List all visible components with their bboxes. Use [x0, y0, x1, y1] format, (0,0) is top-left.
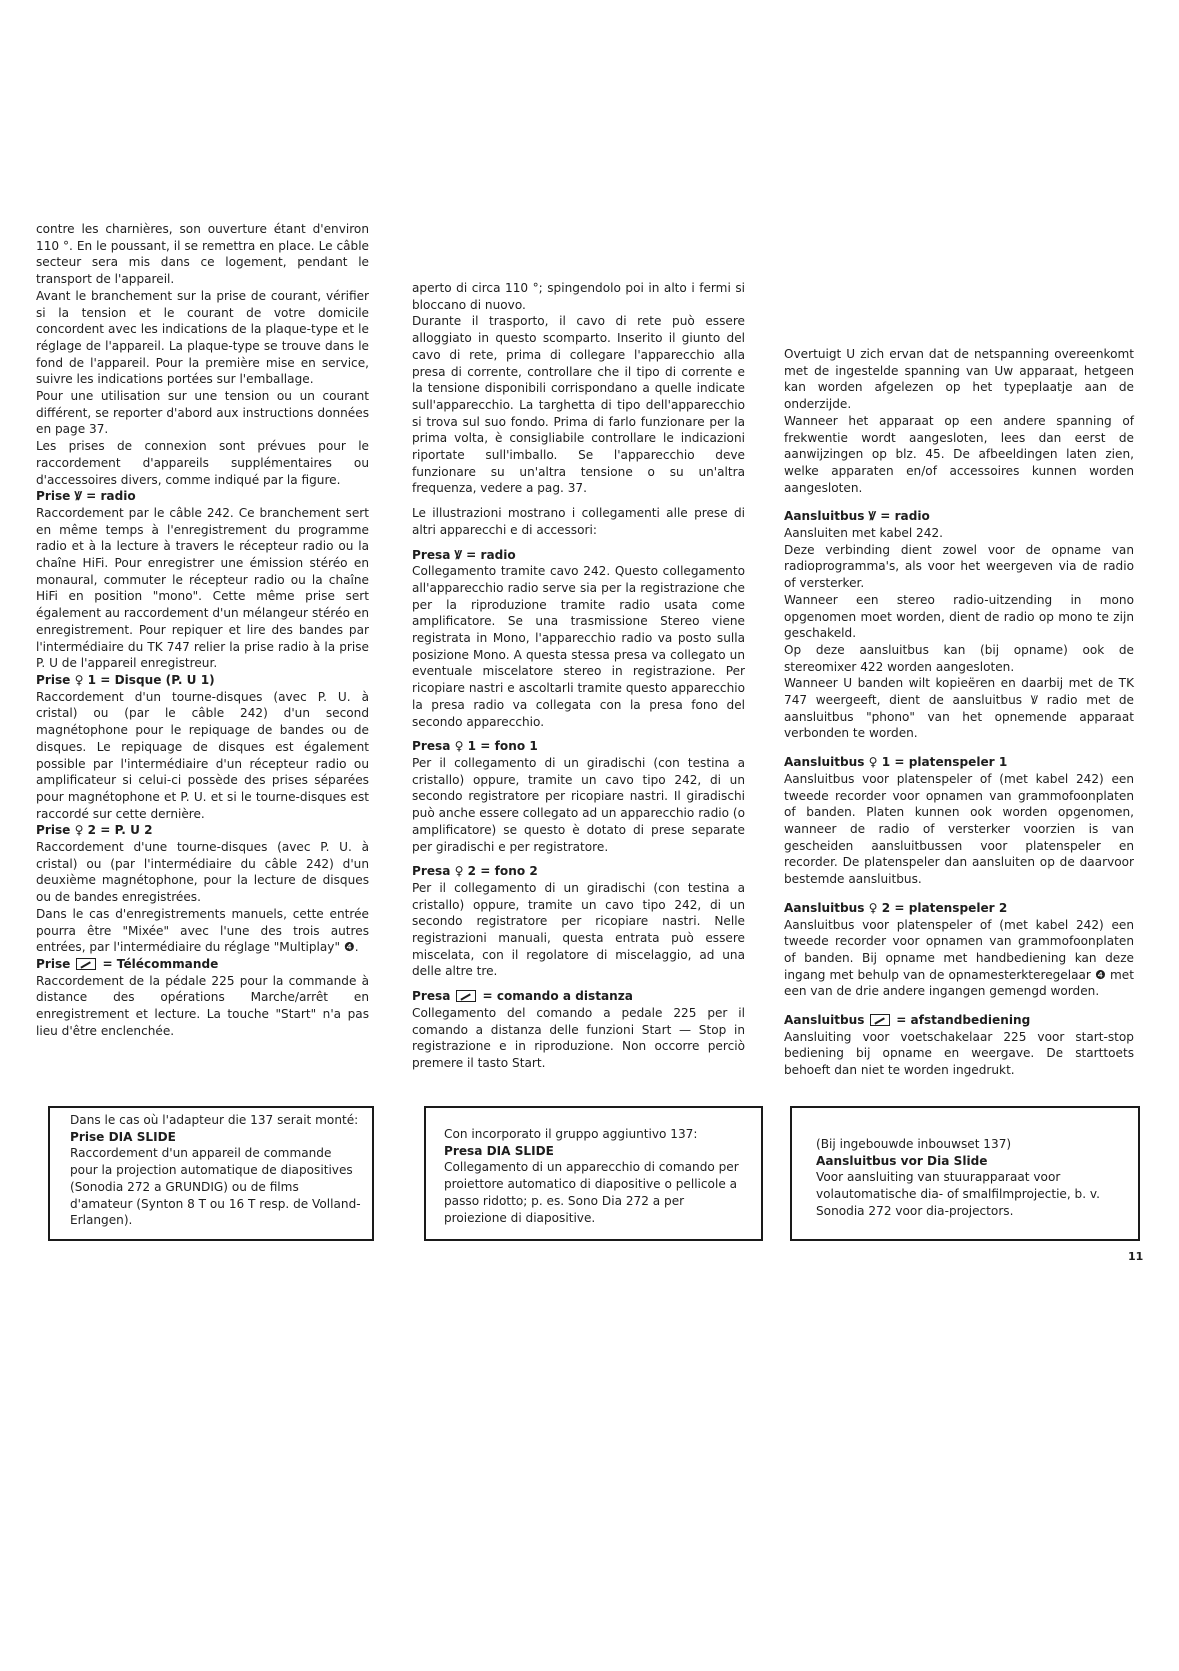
it-box-text: Collegamento di un apparecchio di comando per proiettore automatico di diapositive o pellicole a passo ridotto; p. es. Sono Dia 272 a per proiezione di diapositive.	[444, 1160, 739, 1225]
nl-remote-text: Aansluiting voor voetschakelaar 225 voor start-stop bediening bij opname en weergave. De starttoets behoeft dan niet te worden ingedrukt.	[784, 1029, 1134, 1078]
fr-disc2-text: Raccordement d'une tourne-disques (avec P. U. à cristal) ou (par l'intermédiaire du câble 242) d'un deuxième magnétophone, pour la lecture de disques ou de bandes enregistrées.	[36, 840, 369, 905]
nl-paragraph-1: Overtuigt U zich ervan dat de netspanning overeenkomt met de ingestelde spanning van Uw apparaat, hetgeen kan worden afgelezen op het typeplaatje aan de onderzijde.	[784, 347, 1134, 412]
it-dia-slide-box	[424, 1106, 763, 1241]
fr-radio-heading: Prise Ꝟ = radio	[36, 489, 136, 504]
nl-ps1-heading: Aansluitbus ♀ 1 = platenspeler 1	[784, 755, 1008, 770]
fr-paragraph-4: Les prises de connexion sont prévues pour le raccordement d'appareils supplémentaires ou d'accessoires divers, comme indiqué par la figure.	[36, 439, 369, 487]
nl-radio-text-2: Deze verbinding dient zowel voor de opname van radioprogramma's, als voor het weergeven via de radio of versterker.	[784, 542, 1134, 591]
dutch-column	[784, 346, 1134, 1079]
fr-paragraph-3: Pour une utilisation sur une tension ou un courant différent, se reporter d'abord aux instructions données en page 37.	[36, 389, 369, 437]
page-number: 11	[1128, 1250, 1144, 1263]
fr-disc1-text: Raccordement d'un tourne-disques (avec P. U. à cristal) ou (par le câble 242) d'un second magnétophone pour le repiquage de bandes ou de disques. Le repiquage de disques est également possible par l'intermédiaire d'un récepteur radio ou amplificateur si celui-ci possède des prises séparées pour magnétophone et P. U. et si le tourne-disques est raccordé sur cette dernière.	[36, 689, 369, 821]
fr-disc2-text-2: Dans le cas d'enregistrements manuels, cette entrée pourra être "Mixée" avec l'une des trois autres entrées, par l'intermédiaire du réglage "Multiplay" ❹.	[36, 906, 369, 955]
nl-paragraph-2: Wanneer het apparaat op een andere spanning of frekwentie wordt aangesloten, lees dan eerst de aanwijzingen op blz. 45. De afbeeldingen laten zien, welke apparaten en/of accessoires kunnen worden aangesloten.	[784, 413, 1134, 495]
it-radio-text: Collegamento tramite cavo 242. Questo collegamento all'apparecchio radio serve sia per la registrazione che per la riproduzione tramite radio usata come amplificatore. Se una trasmissione Stereo viene registrata in Mono, l'apparecchio radio va posto sulla posizione Mono. A questa stessa presa va collegato un eventuale miscelatore stereo in registrazione. Per ricopiare nastri e ascoltarli tramite questo apparecchio la presa radio va collegata con la presa fono del secondo apparecchio.	[412, 564, 745, 729]
it-remote-prefix: Presa	[412, 989, 451, 1004]
fr-disc2-heading: Prise ♀ 2 = P. U 2	[36, 823, 153, 838]
it-box-heading: Presa DIA SLIDE	[444, 1143, 554, 1158]
fr-box-text: Raccordement d'un appareil de commande pour la projection automatique de diapositives (Sonodia 272 a GRUNDIG) ou de films d'amateur (Synton 8 T ou 16 T resp. de Volland-Erlangen).	[70, 1146, 361, 1228]
nl-remote-heading: = afstandbediening	[896, 1013, 1031, 1028]
it-fono2-text: Per il collegamento di un giradischi (con testina a cristallo) oppure, tramite un cavo tipo 242, di un secondo registratore per ricopiare nastri. Nelle registrazioni manuali, questa entrata può essere miscelata, con il regolatore di miscelaggio, ad una delle altre tre.	[412, 880, 745, 979]
remote-control-icon	[456, 990, 476, 1002]
nl-box-heading: Aansluitbus vor Dia Slide	[816, 1153, 988, 1168]
italian-column: aperto di circa 110 °; spingendolo poi in alto i fermi si bloccano di nuovo. Durante il trasporto, il cavo di rete può essere alloggiato in questo scomparto. Inserito il giunto del cavo di rete, prima di collegare l'apparecchio alla presa di corrente, controllare che il tipo di corrente e la tensione disponibili corrispondano a quelle indicate sull'apparecchio. La targhetta di tipo dell'apparecchio si trova sul suo fondo. Prima di farlo funzionare per la prima volta, è consigliabile controllare le indicazioni riportate sull'imballo. Se l'apparecchio deve funzionare su un'altra tensione o su un'altra frequenza, vedere a pag. 37. Le illustrazioni mostrano i collegamenti alle prese di altri apparecchi e di accessori: Presa Ꝟ = radio Collegamento tramite cavo 242. Questo collegamento all'apparecchio radio serve sia per la registrazione che per la riproduzione tramite radio usata come amplificatore. Se una trasmissione Stereo viene registrata in Mono, l'apparecchio radio va posto sulla posizione Mono. A questa stessa presa va collegato un eventuale miscelatore stereo in registrazione. Per ricopiare nastri e ascoltarli tramite questo apparecchio la presa radio va collegata con la presa fono del secondo apparecchio. Presa ♀ 1 = fono 1 Per il collegamento di un giradischi (con testina a cristallo) oppure, tramite un cavo tipo 242, di un secondo registratore per ricopiare nastri. Il giradischi può anche essere collegato ad un apparecchio radio (o amplificatore) se questo è dotato di prese separate per giradischi e per registratore. Presa ♀ 2 = fono 2 Per il collegamento di un giradischi (con testina a cristallo) oppure, tramite un cavo tipo 242, di un secondo registratore per ricopiare nastri. Nelle registrazioni manuali, questa entrata può essere miscelata, con il regolatore di miscelaggio, ad una delle altre tre. Presa = comando a distanza Collegamento del comando a pedale 225 per il comando a distanza delle funzioni Start — Stop in registrazione e in riproduzione. Non occorre perciò premere il tasto Start.	[412, 281, 745, 1070]
french-column: contre les charnières, son ouverture étant d'environ 110 °. En le poussant, il se remettra en place. Le câble secteur sera mis dans ce logement, pendant le transport de l'appareil. Avant le branchement sur la prise de courant, vérifier si la tension et le courant de votre domicile concordent avec les indications de la plaque-type et le réglage de l'appareil. La plaque-type se trouve dans le fond de l'appareil. Pour la première mise en service, suivre les indications portées sur l'emballage. Pour une utilisation sur une tension ou un courant différent, se reporter d'abord aux instructions données en page 37. Les prises de connexion sont prévues pour le raccordement d'appareils supplémentaires ou d'accessoires divers, comme indiqué par la figure. Prise Ꝟ = radio Raccordement par le câble 242. Ce branchement sert en même temps à l'enregistrement du programme radio et à la lecture à travers le récepteur radio ou la chaîne HiFi. Pour enregistrer une émission stéréo en monaural, commuter le récepteur radio ou la chaîne HiFi en position "mono". Cette même prise sert également au raccordement d'un mélangeur stéréo en enregistrement. Pour repiquer et lire des bandes par l'intermédiaire du TK 747 relier la prise radio à la prise P. U de l'appareil enregistreur. Prise ♀ 1 = Disque (P. U 1) Raccordement d'un tourne-disques (avec P. U. à cristal) ou (par le câble 242) d'un second magnétophone pour le repiquage de bandes ou de disques. Le repiquage de disques est également possible par l'intermédiaire d'un récepteur radio ou amplificateur si celui-ci possède des prises séparées pour magnétophone et P. U. et si le tourne-disques est raccordé sur cette dernière. Prise ♀ 2 = P. U 2 Raccordement d'une tourne-disques (avec P. U. à cristal) ou (par l'intermédiaire du câble 242) d'un deuxième magnétophone, pour la lecture de disques ou de bandes enregistrées. Dans le cas d'enregistrements manuels, cette entrée pourra être "Mixée" avec l'une des trois autres entrées, par l'intermédiaire du réglage "Multiplay" ❹. Prise = Télécommande Raccordement de la pédale 225 pour la commande à distance des opérations Marche/arrêt en enregistrement et lecture. La touche "Start" n'a pas lieu d'être enclenchée.	[36, 222, 369, 1038]
nl-radio-text-3: Wanneer een stereo radio-uitzending in mono opgenomen moet worden, dient de radio op mono te zijn geschakeld.	[784, 592, 1134, 641]
it-remote-heading: comando a distanza	[496, 989, 633, 1004]
nl-ps1-text: Aansluitbus voor platenspeler of (met kabel 242) een tweede recorder voor opnamen van grammofoonplaten of banden. Platen kunnen ook worden opgenomen, wanneer de radio of versterker voorzien is van gescheiden aansluitbussen voor platenspeler en recorder. De platenspeler dan aansluiten op de daarvoor bestemde aansluitbus.	[784, 771, 1134, 887]
it-fono1-heading: Presa ♀ 1 = fono 1	[412, 739, 538, 754]
nl-radio-text-4: Op deze aansluitbus kan (bij opname) ook de stereomixer 422 worden aangesloten.	[784, 642, 1134, 674]
nl-remote-prefix: Aansluitbus	[784, 1013, 865, 1028]
fr-paragraph-2: Avant le branchement sur la prise de courant, vérifier si la tension et le courant de votre domicile concordent avec les indications de la plaque-type et le réglage de l'appareil. La plaque-type se trouve dans le fond de l'appareil. Pour la première mise en service, suivre les indications portées sur l'emballage.	[36, 288, 369, 387]
nl-ps2-heading: Aansluitbus ♀ 2 = platenspeler 2	[784, 900, 1008, 915]
fr-remote-text: Raccordement de la pédale 225 pour la commande à distance des opérations Marche/arrêt en enregistrement et lecture. La touche "Start" n'a pas lieu d'être enclenchée.	[36, 973, 369, 1038]
nl-radio-heading: Aansluitbus Ꝟ = radio	[784, 509, 930, 524]
nl-radio-text-1: Aansluiten met kabel 242.	[784, 526, 943, 541]
fr-remote-prefix: Prise	[36, 956, 71, 971]
fr-radio-text: Raccordement par le câble 242. Ce branchement sert en même temps à l'enregistrement du programme radio et à la lecture à travers le récepteur radio ou la chaîne HiFi. Pour enregistrer une émission stéréo en monaural, commuter le récepteur radio ou la chaîne HiFi en position "mono". Cette même prise sert également au raccordement d'un mélangeur stéréo en enregistrement. Pour repiquer et lire des bandes par l'intermédiaire du TK 747 relier la prise radio à la prise P. U de l'appareil enregistreur.	[36, 505, 369, 671]
remote-control-icon	[76, 958, 96, 970]
nl-box-intro: (Bij ingebouwde inbouwset 137)	[816, 1137, 1012, 1151]
it-radio-heading: Presa Ꝟ = radio	[412, 547, 516, 562]
fr-disc1-heading: Prise ♀ 1 = Disque (P. U 1)	[36, 672, 215, 687]
nl-ps2-text: Aansluitbus voor platenspeler of (met kabel 242) een tweede recorder voor opnamen van grammofoonplaten of banden. Bij opname met handbediening kan deze ingang met behulp van de opnamesterkteregelaar ❹ met een van de drie andere ingangen gemengd worden.	[784, 917, 1134, 999]
nl-box-text: Voor aansluiting van stuurapparaat voor volautomatische dia- of smalfilmprojectie, b. v. Sonodia 272 voor dia-projectors.	[816, 1170, 1100, 1218]
it-box-intro: Con incorporato il gruppo aggiuntivo 137:	[444, 1127, 698, 1141]
nl-radio-text-5: Wanneer U banden wilt kopieëren en daarbij met de TK 747 weergeeft, dient de aansluitbus Ꝟ radio met de aansluitbus "phono" van het opnemende apparaat verbonden te worden.	[784, 676, 1134, 741]
it-remote-text: Collegamento del comando a pedale 225 per il comando a distanza delle funzioni Start — Stop in registrazione e in riproduzione. Non occorre perciò premere il tasto Start.	[412, 1005, 745, 1070]
it-fono2-heading: Presa ♀ 2 = fono 2	[412, 864, 538, 879]
it-paragraph-3: Le illustrazioni mostrano i collegamenti alle prese di altri apparecchi e di accessori:	[412, 506, 745, 537]
remote-control-icon	[870, 1014, 890, 1026]
fr-box-heading: Prise DIA SLIDE	[70, 1129, 176, 1144]
it-paragraph-1: aperto di circa 110 °; spingendolo poi in alto i fermi si bloccano di nuovo.	[412, 281, 745, 312]
it-paragraph-2: Durante il trasporto, il cavo di rete può essere alloggiato in questo scomparto. Inserito il giunto del cavo di rete, prima di collegare l'apparecchio alla presa di corrente, controllare che il tipo di corrente e la tensione disponibili corrispondano a quelle indicate sull'apparecchio. La targhetta di tipo dell'apparecchio si trova sul suo fondo. Prima di farlo funzionare per la prima volta, è consigliabile controllare le indicazioni riportate sull'imballo. Se l'apparecchio deve funzionare su un'altra tensione o su un'altra frequenza, vedere a pag. 37.	[412, 314, 745, 496]
fr-remote-heading: Télécommande	[116, 956, 219, 971]
nl-dia-slide-box	[790, 1106, 1140, 1241]
fr-box-intro: Dans le cas où l'adapteur die 137 serait monté:	[70, 1113, 359, 1127]
fr-dia-slide-box	[48, 1106, 374, 1241]
it-fono1-text: Per il collegamento di un giradischi (con testina a cristallo) oppure, tramite un cavo tipo 242, di un secondo registratore per ricopiare nastri. Il giradischi può anche essere collegato ad un apparecchio radio (o amplificatore) se questo è dotato di prese separate per giradischi e per registratore.	[412, 755, 745, 854]
fr-paragraph-1: contre les charnières, son ouverture étant d'environ 110 °. En le poussant, il se remettra en place. Le câble secteur sera mis dans ce logement, pendant le transport de l'appareil.	[36, 222, 369, 287]
